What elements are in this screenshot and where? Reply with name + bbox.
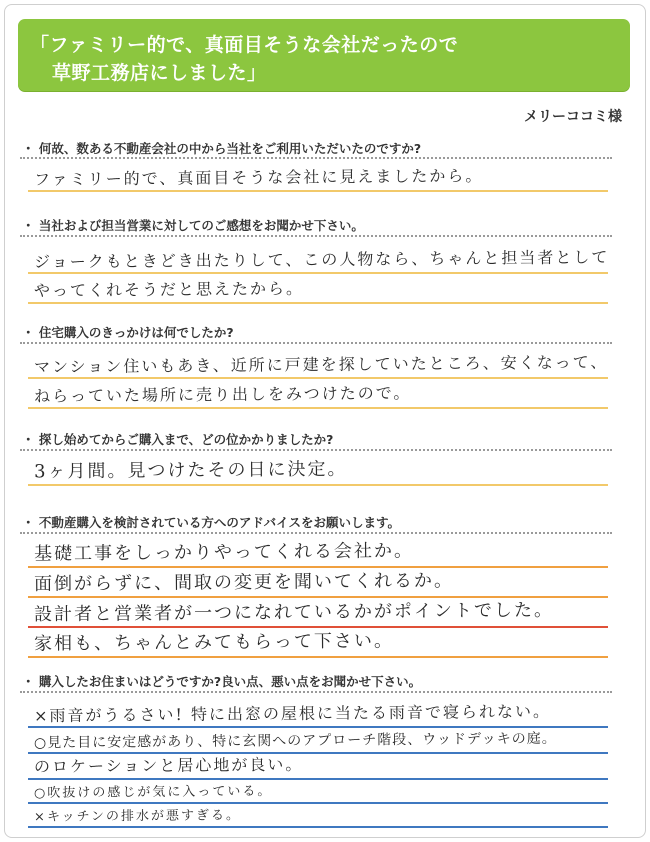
divider: [20, 532, 612, 534]
answer-2: [28, 244, 608, 304]
question-2: ・ 当社および担当営業に対してのご感想をお聞かせ下さい。: [22, 218, 364, 233]
answer-line: 基礎工事をしっかりやってくれる会社か。: [28, 538, 608, 568]
answer-line: ×キッチンの排水が悪すぎる。: [28, 804, 608, 828]
answer-6: [28, 698, 608, 828]
answer-line: ○見た目に安定感があり、特に玄関へのアプローチ階段、ウッドデッキの庭。: [28, 728, 608, 754]
answer-3: [28, 349, 608, 409]
answer-line: ねらっていた場所に売り出しをみつけたので。: [28, 379, 608, 409]
answer-line: やってくれそうだと思えたから。: [28, 274, 608, 304]
divider: [20, 691, 612, 693]
answer-4: [28, 456, 608, 486]
answer-line: 設計者と営業者が一つになれているかがポイントでした。: [28, 598, 608, 628]
question-3: ・ 住宅購入のきっかけは何でしたか?: [22, 325, 234, 340]
question-6: ・ 購入したお住まいはどうですか?良い点、悪い点をお聞かせ下さい。: [22, 674, 422, 689]
question-5: ・ 不動産購入を検討されている方へのアドバイスをお願いします。: [22, 515, 400, 530]
answer-line: ジョークもときどき出たりして、この人物なら、ちゃんと担当者として: [28, 244, 608, 274]
customer-name: メリーココミ様: [524, 109, 622, 125]
answer-line: マンション住いもあき、近所に戸建を探していたところ、安くなって、: [28, 349, 608, 379]
answer-line: のロケーションと居心地が良い。: [28, 754, 608, 780]
answer-1: [28, 162, 608, 192]
divider: [20, 157, 612, 159]
divider: [20, 449, 612, 451]
answer-5: [28, 538, 608, 658]
answer-line: ×雨音がうるさい! 特に出窓の屋根に当たる雨音で寝られない。: [28, 698, 608, 728]
divider: [20, 235, 612, 237]
divider: [20, 342, 612, 344]
title-banner: [18, 19, 630, 91]
answer-line: ○吹抜けの感じが気に入っている。: [28, 780, 608, 804]
answer-line: ファミリー的で、真面目そうな会社に見えましたから。: [28, 162, 608, 192]
question-1: ・ 何故、数ある不動産会社の中から当社をご利用いただいたのですか?: [22, 141, 422, 156]
title-line-2: 草野工務店にしました」: [52, 62, 267, 84]
answer-line: 面倒がらずに、間取の変更を聞いてくれるか。: [28, 568, 608, 598]
question-4: ・ 探し始めてからご購入まで、どの位かかりましたか?: [22, 432, 334, 447]
title-line-1: 「ファミリー的で、真面目そうな会社だったので: [30, 34, 459, 56]
answer-line: 家相も、ちゃんとみてもらって下さい。: [28, 628, 608, 658]
answer-line: 3ヶ月間。見つけたその日に決定。: [28, 456, 608, 486]
